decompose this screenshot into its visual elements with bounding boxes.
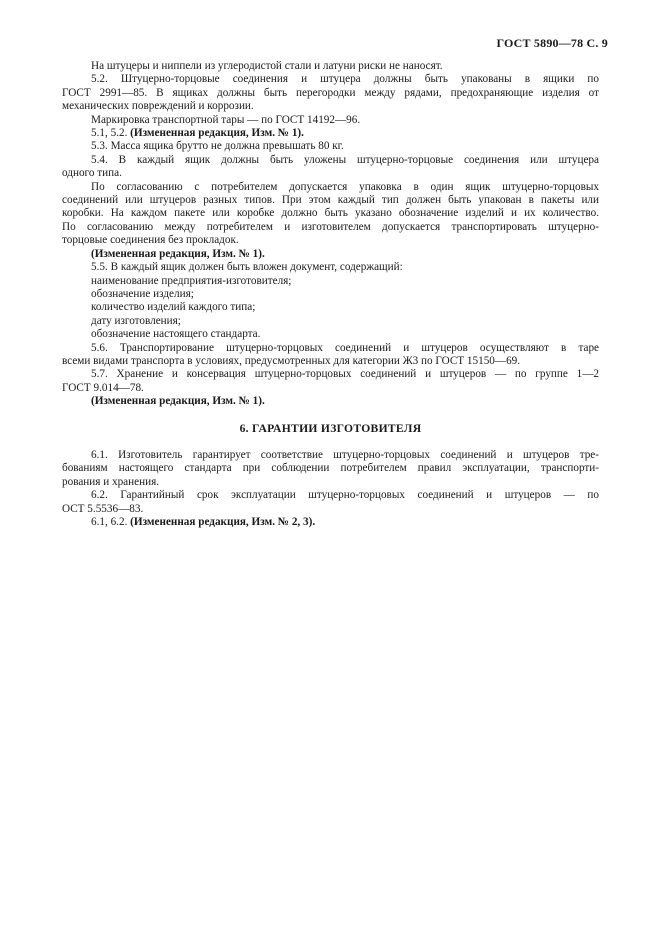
paragraph-6-1-line: 6.1. Изготовитель гарантирует соответствие штуцерно-торцовых соединений и штуцеров тре- bbox=[91, 448, 599, 461]
page-header: ГОСТ 5890—78 С. 9 bbox=[496, 36, 608, 50]
document-body bbox=[62, 60, 599, 529]
amendment-text: (Измененная редакция, Изм. № 1). bbox=[91, 247, 265, 260]
list-item: наименование предприятия-изготовителя; bbox=[91, 274, 292, 287]
amendment-ref: 6.1, 6.2. bbox=[91, 516, 128, 528]
amendment-note bbox=[62, 516, 599, 529]
paragraph-5-7-line: 5.7. Хранение и консервация штуцерно-торцовых соединений и штуцеров — по группе 1—2 bbox=[91, 368, 599, 381]
paragraph-5-6-line: 5.6. Транспортирование штуцерно-торцовых соединений и штуцеров осуществляют в таре bbox=[91, 341, 599, 354]
paragraph-5-4-line: 5.4. В каждый ящик должны быть уложены штуцерно-торцовые соединения или штуцера bbox=[91, 153, 599, 166]
list-item: обозначение изделия; bbox=[91, 287, 194, 300]
paragraph-agreement-line: коробки. На каждом пакете или коробке должно быть указано обозначение изделий и их количество. bbox=[62, 207, 599, 220]
amendment-text: (Измененная редакция, Изм. № 2, 3). bbox=[130, 516, 316, 528]
paragraph-5-2-line: ГОСТ 2991—85. В ящиках должны быть перегородки между рядами, предохраняющие изделия от bbox=[62, 86, 599, 99]
section-6-title: 6. ГАРАНТИИ ИЗГОТОВИТЕЛЯ bbox=[239, 421, 422, 435]
paragraph-6-1-line: рования и хранения. bbox=[62, 475, 160, 488]
list-item: обозначение настоящего стандарта. bbox=[91, 328, 261, 341]
amendment-note bbox=[62, 127, 599, 140]
amendment-note bbox=[62, 395, 599, 408]
paragraph-agreement-line: По согласованию между потребителем и изготовителем допускается транспортировать штуцерно- bbox=[62, 220, 599, 233]
paragraph-5-6-line: всеми видами транспорта в условиях, предусмотренных для категории Ж3 по ГОСТ 15150—69. bbox=[62, 354, 521, 367]
amendment-note bbox=[62, 248, 599, 261]
paragraph-agreement-line: торцовые соединения без прокладок. bbox=[62, 234, 239, 247]
paragraph-5-2-line: 5.2. Штуцерно-торцовые соединения и штуцера должны быть упакованы в ящики по bbox=[91, 73, 599, 86]
list-item: количество изделий каждого типа; bbox=[91, 301, 256, 314]
amendment-text: (Измененная редакция, Изм. № 1). bbox=[91, 395, 265, 408]
paragraph-6-2-line: 6.2. Гарантийный срок эксплуатации штуцерно-торцовых соединений и штуцеров — по bbox=[91, 489, 599, 502]
paragraph-5-4-line: одного типа. bbox=[62, 167, 122, 180]
paragraph-5-7-line: ГОСТ 9.014—78. bbox=[62, 381, 144, 394]
paragraph-line: На штуцеры и ниппели из углеродистой стали и латуни риски не наносят. bbox=[91, 60, 443, 72]
amendment-text: (Измененная редакция, Изм. № 1). bbox=[130, 127, 304, 140]
list-item: дату изготовления; bbox=[91, 314, 181, 327]
paragraph-5-3: 5.3. Масса ящика брутто не должна превышать 80 кг. bbox=[91, 140, 344, 153]
paragraph-marking: Маркировка транспортной тары — по ГОСТ 14192—96. bbox=[91, 113, 361, 126]
paragraph-agreement-line: По согласованию с потребителем допускается упаковка в один ящик штуцерно-торцовых bbox=[91, 180, 599, 193]
paragraph-5-5: 5.5. В каждый ящик должен быть вложен документ, содержащий: bbox=[91, 261, 403, 274]
paragraph-agreement-line: соединений или штуцеров разных типов. При этом каждый тип должен быть упакован в пакеты или bbox=[62, 194, 599, 207]
paragraph-5-2-line: механических повреждений и коррозии. bbox=[62, 100, 254, 113]
amendment-ref: 5.1, 5.2. bbox=[91, 127, 128, 140]
paragraph-6-1-line: бованиям настоящего стандарта при соблюдении потребителем правил эксплуатации, транспорти- bbox=[62, 462, 599, 475]
paragraph-6-2-line: ОСТ 5.5536—83. bbox=[62, 502, 144, 515]
